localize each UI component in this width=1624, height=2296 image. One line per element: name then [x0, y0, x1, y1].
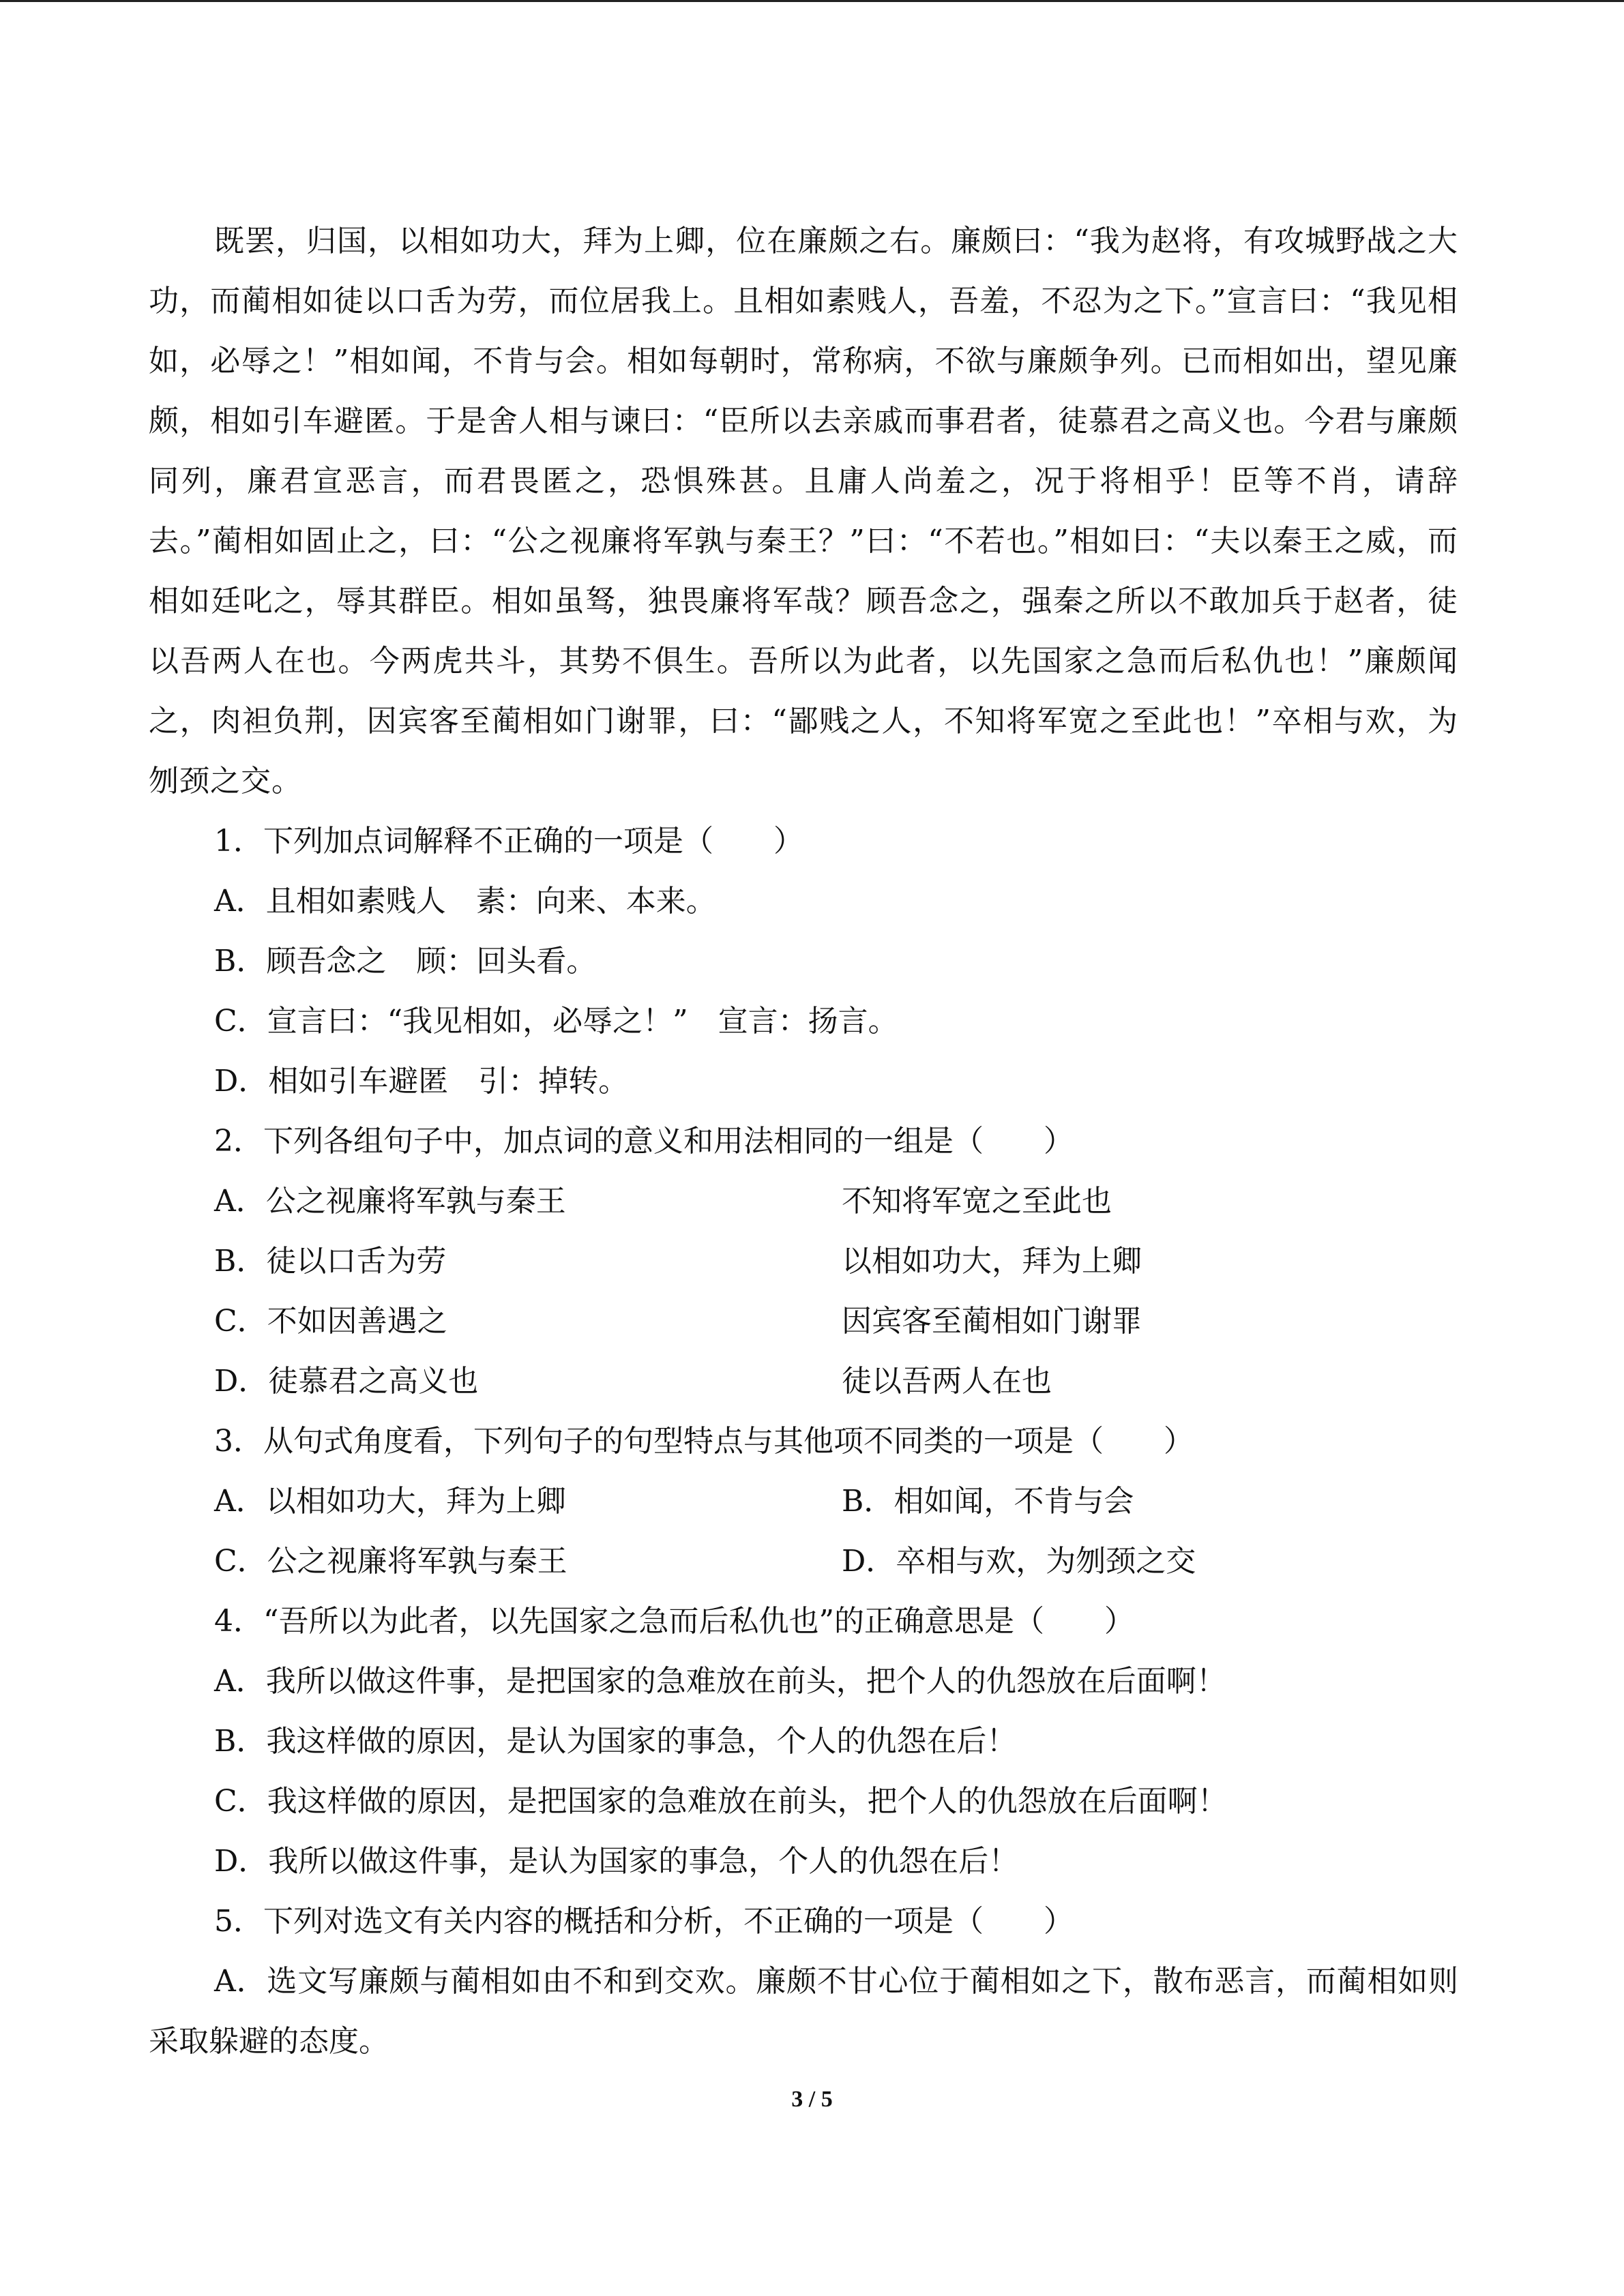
- top-border: [0, 0, 1624, 2]
- q2-a-left: A．公之视廉将军孰与秦王: [214, 1184, 566, 1219]
- q1-option-c: C．宣言曰：“我见相如，必辱之！” 宣言：扬言。: [214, 1004, 898, 1039]
- q3-option-d: D．卒相与欢，为刎颈之交: [842, 1544, 1196, 1579]
- q1-stem: 1．下列加点词解释不正确的一项是（ ）: [214, 824, 803, 859]
- q4-stem: 4．“吾所以为此者，以先国家之急而后私仇也”的正确意思是（ ）: [214, 1604, 1134, 1639]
- q3-option-a: A．以相如功大，拜为上卿: [214, 1484, 566, 1519]
- q2-row-d: [149, 1352, 1458, 1412]
- q2-a-right: 不知将军宽之至此也: [842, 1184, 1112, 1219]
- q5-option-a: A．选文写廉颇与蔺相如由不和到交欢。廉颇不甘心位于蔺相如之下，散布恶言，而蔺相如则采取躲避的态度。: [149, 1964, 1458, 2059]
- q3-row-1: [149, 1472, 1458, 1532]
- q3-option-c: C．公之视廉将军孰与秦王: [214, 1544, 567, 1579]
- q3-option-b: B．相如闻，不肯与会: [842, 1484, 1134, 1519]
- q4-option-d: D．我所以做这件事，是认为国家的事急，个人的仇怨在后！: [214, 1844, 1019, 1879]
- q5-stem: 5．下列对选文有关内容的概括和分析，不正确的一项是（ ）: [214, 1904, 1074, 1939]
- passage-text: 既罢，归国，以相如功大，拜为上卿，位在廉颇之右。廉颇曰：“我为赵将，有攻城野战之大功，而蔺相如徒以口舌为劳，而位居我上。且相如素贱人，吾羞，不忍为之下。”宣言曰：“我见相如，必辱之！”相如闻，不肯与会。相如每朝时，常称病，不欲与廉颇争列。已而相如出，望见廉颇，相如引车避匿。于是舍人相与谏曰：“臣所以去亲戚而事君者，徒慕君之高义也。今君与廉颇同列，廉君宣恶言，而君畏匿之，恐惧殊甚。且庸人尚羞之，况于将相乎！臣等不肖，请辞去。”蔺相如固止之，曰：“公之视廉将军孰与秦王？”曰：“不若也。”相如曰：“夫以秦王之威，而相如廷叱之，辱其群臣。相如虽驽，独畏廉将军哉？顾吾念之，强秦之所以不敢加兵于赵者，徒以吾两人在也。今两虎共斗，其势不俱生。吾所以为此者，以先国家之急而后私仇也！”廉颇闻之，肉袒负荆，因宾客至蔺相如门谢罪，曰：“鄙贱之人，不知将军宽之至此也！”卒相与欢，为刎颈之交。: [149, 224, 1458, 799]
- q2-row-b: [149, 1232, 1458, 1292]
- page-number: 3 / 5: [791, 2087, 833, 2112]
- q1-option-b: B．顾吾念之 顾：回头看。: [214, 944, 597, 979]
- q2-d-left: D．徒慕君之高义也: [214, 1364, 479, 1399]
- q4-option-b: B．我这样做的原因，是认为国家的事急，个人的仇怨在后！: [214, 1724, 1017, 1759]
- q2-b-left: B．徒以口舌为劳: [214, 1244, 447, 1279]
- q1-option-a: A．且相如素贱人 素：向来、本来。: [214, 884, 716, 919]
- q2-row-c: [149, 1292, 1458, 1352]
- q2-stem: 2．下列各组句子中，加点词的意义和用法相同的一组是（ ）: [214, 1124, 1074, 1159]
- q4-option-c: C．我这样做的原因，是把国家的急难放在前头，把个人的仇怨放在后面啊！: [214, 1784, 1228, 1819]
- q2-c-left: C．不如因善遇之: [214, 1304, 447, 1339]
- q3-stem: 3．从句式角度看，下列句子的句型特点与其他项不同类的一项是（ ）: [214, 1424, 1194, 1459]
- q2-d-right: 徒以吾两人在也: [842, 1364, 1052, 1399]
- q4-option-a: A．我所以做这件事，是把国家的急难放在前头，把个人的仇怨放在后面啊！: [214, 1664, 1226, 1699]
- q2-c-right: 因宾客至蔺相如门谢罪: [842, 1304, 1142, 1339]
- document-page: [149, 211, 1458, 2072]
- q2-b-right: 以相如功大，拜为上卿: [842, 1244, 1142, 1279]
- q2-row-a: [149, 1172, 1458, 1232]
- q1-option-d: D．相如引车避匿 引：掉转。: [214, 1064, 629, 1099]
- q3-row-2: [149, 1532, 1458, 1592]
